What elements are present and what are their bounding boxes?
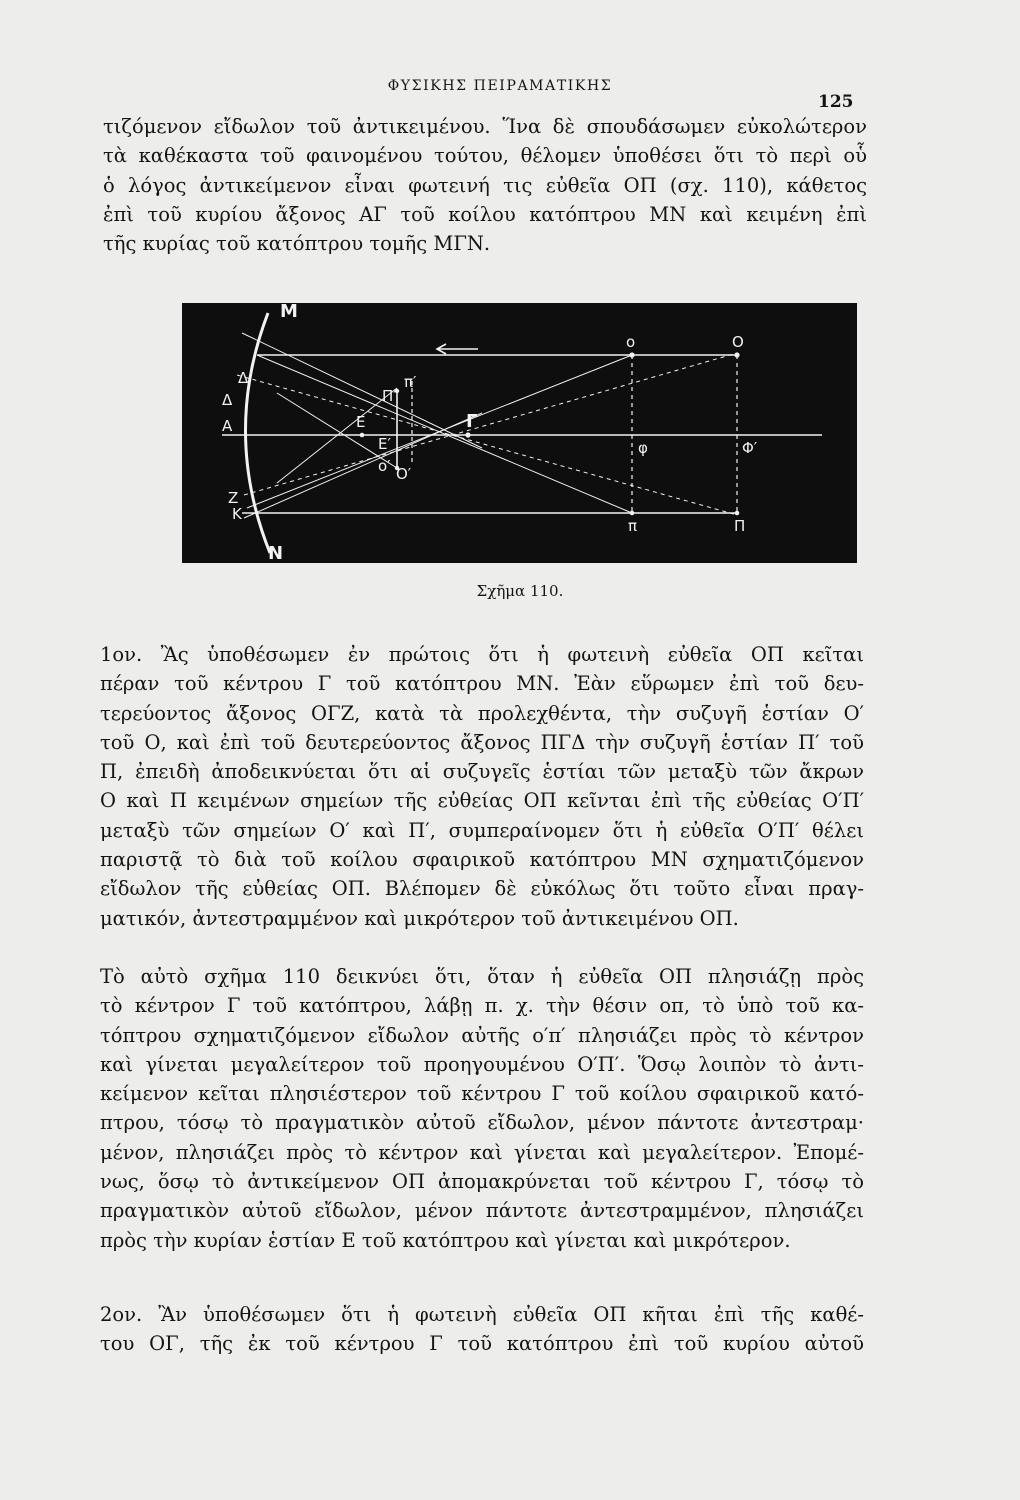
paragraph-case-1 xyxy=(100,640,864,933)
text-line: τοῦ Ο, καὶ ἐπὶ τοῦ δευτερεύοντος ἄξονος ΠΓΔ τὴν συζυγῆ ἑστίαν Π′ τοῦ xyxy=(100,730,864,754)
text-line: πρὸς τὴν κυρίαν ἑστίαν Ε τοῦ κατόπτρου καὶ γίνεται καὶ μικρότερον. xyxy=(100,1228,791,1252)
text-line: Ο καὶ Π κειμένων σημείων τῆς εὐθείας ΟΠ κεῖνται ἐπὶ τῆς εὐθείας Ο′Π′ xyxy=(100,789,864,813)
paragraph-figure-discussion xyxy=(100,962,864,1255)
text-line: εἴδωλον τῆς εὐθείας ΟΠ. Βλέπομεν δὲ εὐκόλως ὅτι τοῦτο εἶναι πραγ- xyxy=(100,877,864,901)
label-Pi: Π xyxy=(734,517,746,535)
paragraph-case-2 xyxy=(100,1300,864,1359)
text-line: μεταξὺ τῶν σημείων Ο′ καὶ Π′, συμπεραίνομεν ὅτι ἡ εὐθεῖα Ο′Π′ θέλει xyxy=(100,818,864,842)
text-line: τὰ καθέκαστα τοῦ φαινομένου τούτου, θέλομεν ὑποθέσει ὅτι τὸ περὶ οὗ xyxy=(103,144,867,168)
page-number: 125 xyxy=(818,92,854,112)
text-line: μένον, πλησιάζει πρὸς τὸ κέντρον καὶ γίνεται καὶ μεγαλείτερον. Ἐπομέ- xyxy=(100,1140,864,1164)
figure-caption: Σχῆμα 110. xyxy=(476,582,564,600)
label-phi: φ xyxy=(638,439,648,457)
points xyxy=(360,352,740,515)
label-A: Α xyxy=(222,417,233,435)
label-Delta: Δ xyxy=(222,391,233,409)
text-line: ὁ λόγος ἀντικείμενον εἶναι φωτεινή τις εὐθεῖα ΟΠ (σχ. 110), κάθετος xyxy=(103,173,867,197)
label-E: Ε xyxy=(356,413,366,431)
text-line: κείμενον κεῖται πλησιέστερον τοῦ κέντρου Γ τοῦ κοίλου σφαιρικοῦ κατό- xyxy=(100,1082,864,1106)
secondary-axis-line xyxy=(237,375,737,515)
text-line: τῆς κυρίας τοῦ κατόπτρου τομῆς ΜΓΝ. xyxy=(103,232,491,256)
text-line: παριστᾷ τὸ διὰ τοῦ κοίλου σφαιρικοῦ κατόπτρου ΜΝ σχηματιζόμενον xyxy=(100,848,864,872)
text-line: τόπτρου σχηματιζόμενον εἴδωλον αὐτῆς ο′π′ πλησιάζει πρὸς τὸ κέντρον xyxy=(100,1023,864,1047)
label-O: Ο xyxy=(732,333,744,351)
label-N: N xyxy=(268,543,284,563)
concave-mirror-arc xyxy=(245,313,270,553)
label-Gamma: Γ xyxy=(466,411,478,432)
text-line: πέραν τοῦ κέντρου Γ τοῦ κατόπτρου ΜΝ. Ἐὰν εὕρωμεν ἐπὶ τοῦ δευ- xyxy=(100,672,864,696)
text-line: τὸ κέντρον Γ τοῦ κατόπτρου, λάβῃ π. χ. τὴν θέσιν οπ, τὸ ὑπὸ τοῦ κα- xyxy=(100,994,864,1018)
label-Phi-prime: Φ′ xyxy=(742,439,758,457)
label-Delta: Δ xyxy=(238,369,249,387)
figure-110 xyxy=(182,303,857,563)
secondary-axis-line xyxy=(244,353,737,495)
running-head: ΦΥΣΙΚΗΣ ΠΕΙΡΑΜΑΤΙΚΗΣ xyxy=(387,78,613,94)
text-line: τιζόμενον εἴδωλον τοῦ ἀντικειμένου. Ἵνα δὲ σπουδάσωμεν εὐκολώτερον xyxy=(103,115,867,138)
text-line: ἐπὶ τοῦ κυρίου ἄξονος ΑΓ τοῦ κοίλου κατόπτρου ΜΝ καὶ κειμένη ἐπὶ xyxy=(103,202,867,226)
label-pi: π xyxy=(628,517,638,535)
text-line: Π, ἐπειδὴ ἀποδεικνύεται ὅτι αἱ συζυγεῖς ἑστίαι τῶν μεταξὺ τῶν ἄκρων xyxy=(100,760,864,784)
label-O-prime: Ο′ xyxy=(396,465,412,483)
text-line: νως, ὅσῳ τὸ ἀντικείμενον ΟΠ ἀπομακρύνεται τοῦ κέντρου Γ, τόσῳ τὸ xyxy=(100,1170,864,1194)
text-line: ματικόν, ἀντεστραμμένον καὶ μικρότερον τοῦ ἀντικειμένου ΟΠ. xyxy=(100,906,739,930)
label-o: ο xyxy=(626,333,636,351)
text-line: καὶ γίνεται μεγαλείτερον τοῦ προηγουμένου Ο′Π′. Ὅσῳ λοιπὸν τὸ ἀντι- xyxy=(100,1052,864,1076)
label-Pi-prime: Π′ xyxy=(382,387,397,405)
label-Z: Ζ xyxy=(228,489,239,507)
text-line: 2ον. Ἂν ὑποθέσωμεν ὅτι ἡ φωτεινὴ εὐθεῖα ΟΠ κῆται ἐπὶ τῆς καθέ- xyxy=(100,1303,864,1326)
mirror-diagram xyxy=(182,303,857,563)
label-pi-prime: π′ xyxy=(404,373,417,391)
label-M: M xyxy=(280,303,298,322)
text-line: 1ον. Ἂς ὑποθέσωμεν ἐν πρώτοις ὅτι ἡ φωτεινὴ εὐθεῖα ΟΠ κεῖται xyxy=(100,643,864,666)
paragraph-intro xyxy=(103,112,867,258)
reflected-ray xyxy=(257,355,632,513)
text-line: πραγματικὸν αὐτοῦ εἴδωλον, μένον πάντοτε ἀντεστραμμένον, πλησιάζει xyxy=(100,1199,864,1223)
label-o-prime: ο′ xyxy=(378,457,391,475)
text-line: τερεύοντος ἄξονος ΟΓΖ, κατὰ τὰ προλεχθέντα, τὴν συζυγῆ ἑστίαν Ο′ xyxy=(100,701,864,725)
text-line: Τὸ αὐτὸ σχῆμα 110 δεικνύει ὅτι, ὅταν ἡ εὐθεῖα ΟΠ πλησιάζῃ πρὸς xyxy=(100,965,864,988)
label-K: Κ xyxy=(232,505,242,523)
label-E-prime: Ε′ xyxy=(378,435,391,453)
text-line: του ΟΓ, τῆς ἐκ τοῦ κέντρου Γ τοῦ κατόπτρου ἐπὶ τοῦ κυρίου αὐτοῦ xyxy=(100,1332,864,1356)
text-line: πτρου, τόσῳ τὸ πραγματικὸν αὐτοῦ εἴδωλον, μένον πάντοτε ἀντεστραμ· xyxy=(100,1111,864,1135)
